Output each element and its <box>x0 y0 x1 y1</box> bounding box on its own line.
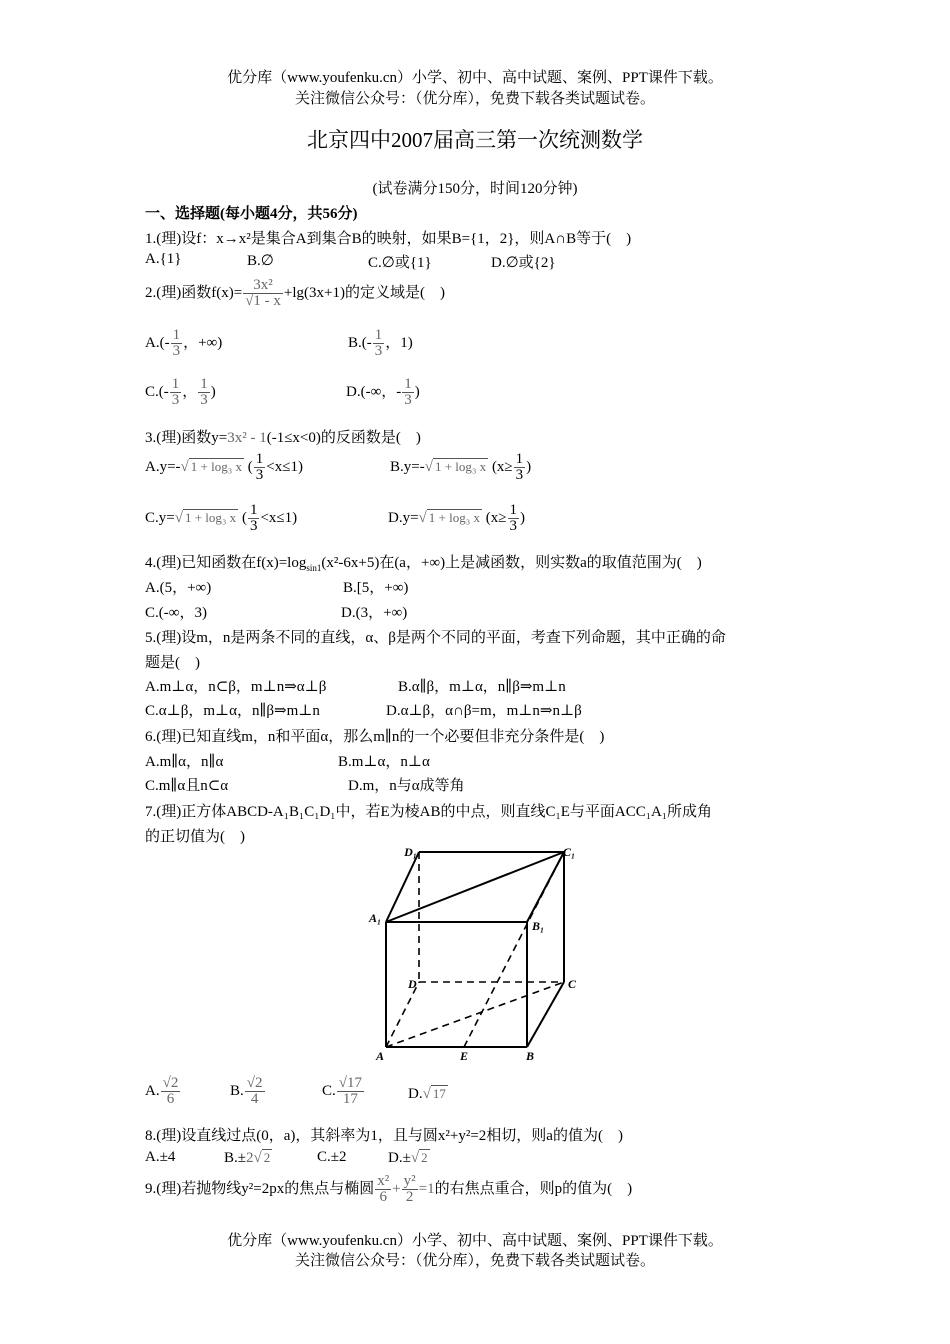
q7-line1: 7.(理)正方体ABCD-A₁B₁C₁D₁中，若E为棱AB的中点，则直线C₁E与平面ACC₁A₁所成角 <box>145 804 713 820</box>
q4-option-c: C.(-∞，3) <box>145 605 207 621</box>
section-heading: 一、选择题(每小题4分，共56分) <box>145 206 358 222</box>
q5-option-a: A.m⊥α，n⊂β，m⊥n⇒α⊥β <box>145 679 327 695</box>
q2-option-b: B.(- $\frac{1}{3}$ ，1) <box>348 327 413 359</box>
q2-stem <box>145 278 445 309</box>
q8-stem: 8.(理)设直线过点(0，a)，其斜率为1，且与圆x²+y²=2相切，则a的值为( ) <box>145 1128 623 1144</box>
q7-option-d: D.√ 17 <box>408 1086 446 1102</box>
q2-prefix: 2.(理)函数f(x)= <box>145 284 243 301</box>
label-d1: D₁ <box>404 845 417 859</box>
q1-option-a: A.{1} <box>145 251 182 267</box>
q3-stem: 3.(理)函数y=3x² - 1(-1≤x<0)的反函数是( ) <box>145 430 421 446</box>
q6-option-b: B.m⊥α，n⊥α <box>338 754 430 770</box>
q7-option-b: B. $\frac{√2}{4}$ <box>230 1075 263 1107</box>
subtitle: (试卷满分150分，时间120分钟) <box>372 181 578 197</box>
q2-option-d: D.(-∞，- $\frac{1}{3}$ ) <box>346 376 420 408</box>
footer-line2: 关注微信公众号：（优分库），免费下载各类试题试卷。 <box>294 1253 655 1269</box>
q4-stem: 4.(理)已知函数在$f(x)=\log_{sin1}(x^2-6x+5)$在(a，+∞)上是减函数，则实数a的取值范围为( ) <box>145 555 702 573</box>
q2-option-c: C.(- $\frac{1}{3}$ ， $\frac{1}{3}$ ) <box>145 376 216 408</box>
header-line2: 关注微信公众号：（优分库），免费下载各类试题试卷。 <box>294 91 655 107</box>
q1-option-b: B.∅ <box>247 253 274 269</box>
q2-denominator: 1 - x <box>253 293 281 309</box>
line-ec1-hidden <box>464 852 564 1047</box>
q6-option-a: A.m∥α，n∥α <box>145 754 224 770</box>
q7-line2: 的正切值为( ) <box>145 829 245 845</box>
q8-option-c: C.±2 <box>317 1149 347 1165</box>
label-a1: A₁ <box>369 911 382 925</box>
q7-option-a: A. $\frac{√2}{6}$ <box>145 1075 179 1107</box>
label-a: A <box>376 1049 385 1063</box>
label-e: E <box>460 1049 469 1063</box>
line-ac-hidden <box>386 982 564 1047</box>
q9-stem: 9.(理)若抛物线y²=2px的焦点与椭圆 $\frac{\text{x²}}{6}$ + $\frac{\text{y²}}{2}$ =1的右焦点重合，则p的值为( ) <box>145 1173 633 1205</box>
q2-fraction: $\frac{\text{3x²}}{√1 - x}$ <box>245 277 281 309</box>
edge-bc <box>527 982 564 1047</box>
q1-option-d: D.∅或{2} <box>491 255 556 271</box>
q6-stem: 6.(理)已知直线m，n和平面α，那么m∥n的一个必要但非充分条件是( ) <box>145 729 605 745</box>
q7-option-c: C. $\frac{√17}{17}$ <box>322 1075 362 1107</box>
q4-option-a: A.(5，+∞) <box>145 580 212 596</box>
q5-line1: 5.(理)设m，n是两条不同的直线，α、β是两个不同的平面，考查下列命题，其中正确的命 <box>145 630 726 646</box>
q5-option-b: B.α∥β，m⊥α，n∥β⇒m⊥n <box>398 679 566 695</box>
q2-option-a: A.(- $\frac{1}{3}$ ，+∞) <box>145 327 223 359</box>
line-a1c1 <box>386 852 564 922</box>
q1-option-c: C.∅或{1} <box>368 255 432 271</box>
footer-line1: 优分库（www.youfenku.cn）小学、初中、高中试题、案例、PPT课件下载。 <box>227 1233 723 1249</box>
q4-option-b: B.[5，+∞) <box>343 580 409 596</box>
label-d: D <box>408 977 417 991</box>
q6-option-d: D.m，n与α成等角 <box>348 778 465 794</box>
q1-stem: 1.(理)设f：x→x²是集合A到集合B的映射，如果B={1，2}，则A∩B等于( ) <box>145 231 632 247</box>
page-title: 北京四中2007届高三第一次统测数学 <box>307 128 643 152</box>
q6-option-c: C.m∥α且n⊂α <box>145 778 229 794</box>
q8-option-d: D.±√ 2 <box>388 1150 428 1166</box>
q2-suffix: +lg(3x+1)的定义域是( ) <box>283 284 445 301</box>
label-b1: B₁ <box>532 919 545 933</box>
header-line1: 优分库（www.youfenku.cn）小学、初中、高中试题、案例、PPT课件下载。 <box>227 70 723 86</box>
q8-option-a: A.±4 <box>145 1149 176 1165</box>
q3-expression: 3x² - 1 <box>227 430 267 446</box>
q3-option-a: A.y=-√ 1 + log₃ x ( $\frac{1}{3}$ <x≤1) <box>145 451 303 483</box>
label-c1: C₁ <box>563 845 576 859</box>
q3-option-c: C.y=√ 1 + log₃ x ( $\frac{1}{3}$ <x≤1) <box>145 502 298 534</box>
label-b: B <box>526 1049 535 1063</box>
q4-option-d: D.(3，+∞) <box>341 605 408 621</box>
q3-option-d: D.y=√ 1 + log₃ x (x≥ $\frac{1}{3}$ ) <box>388 502 525 534</box>
q5-line2: 题是( ) <box>145 655 200 671</box>
q5-option-c: C.α⊥β，m⊥α，n∥β⇒m⊥n <box>145 703 320 719</box>
q5-option-d: D.α⊥β，α∩β=m，m⊥n⇒n⊥β <box>386 703 582 719</box>
cube-figure <box>362 842 587 1064</box>
label-c: C <box>568 977 577 991</box>
q3-option-b: B.y=-√ 1 + log₃ x (x≥ $\frac{1}{3}$ ) <box>390 451 532 483</box>
q2-numerator: 3x² <box>253 277 273 293</box>
q8-option-b: B.±2√ 2 <box>224 1150 271 1166</box>
